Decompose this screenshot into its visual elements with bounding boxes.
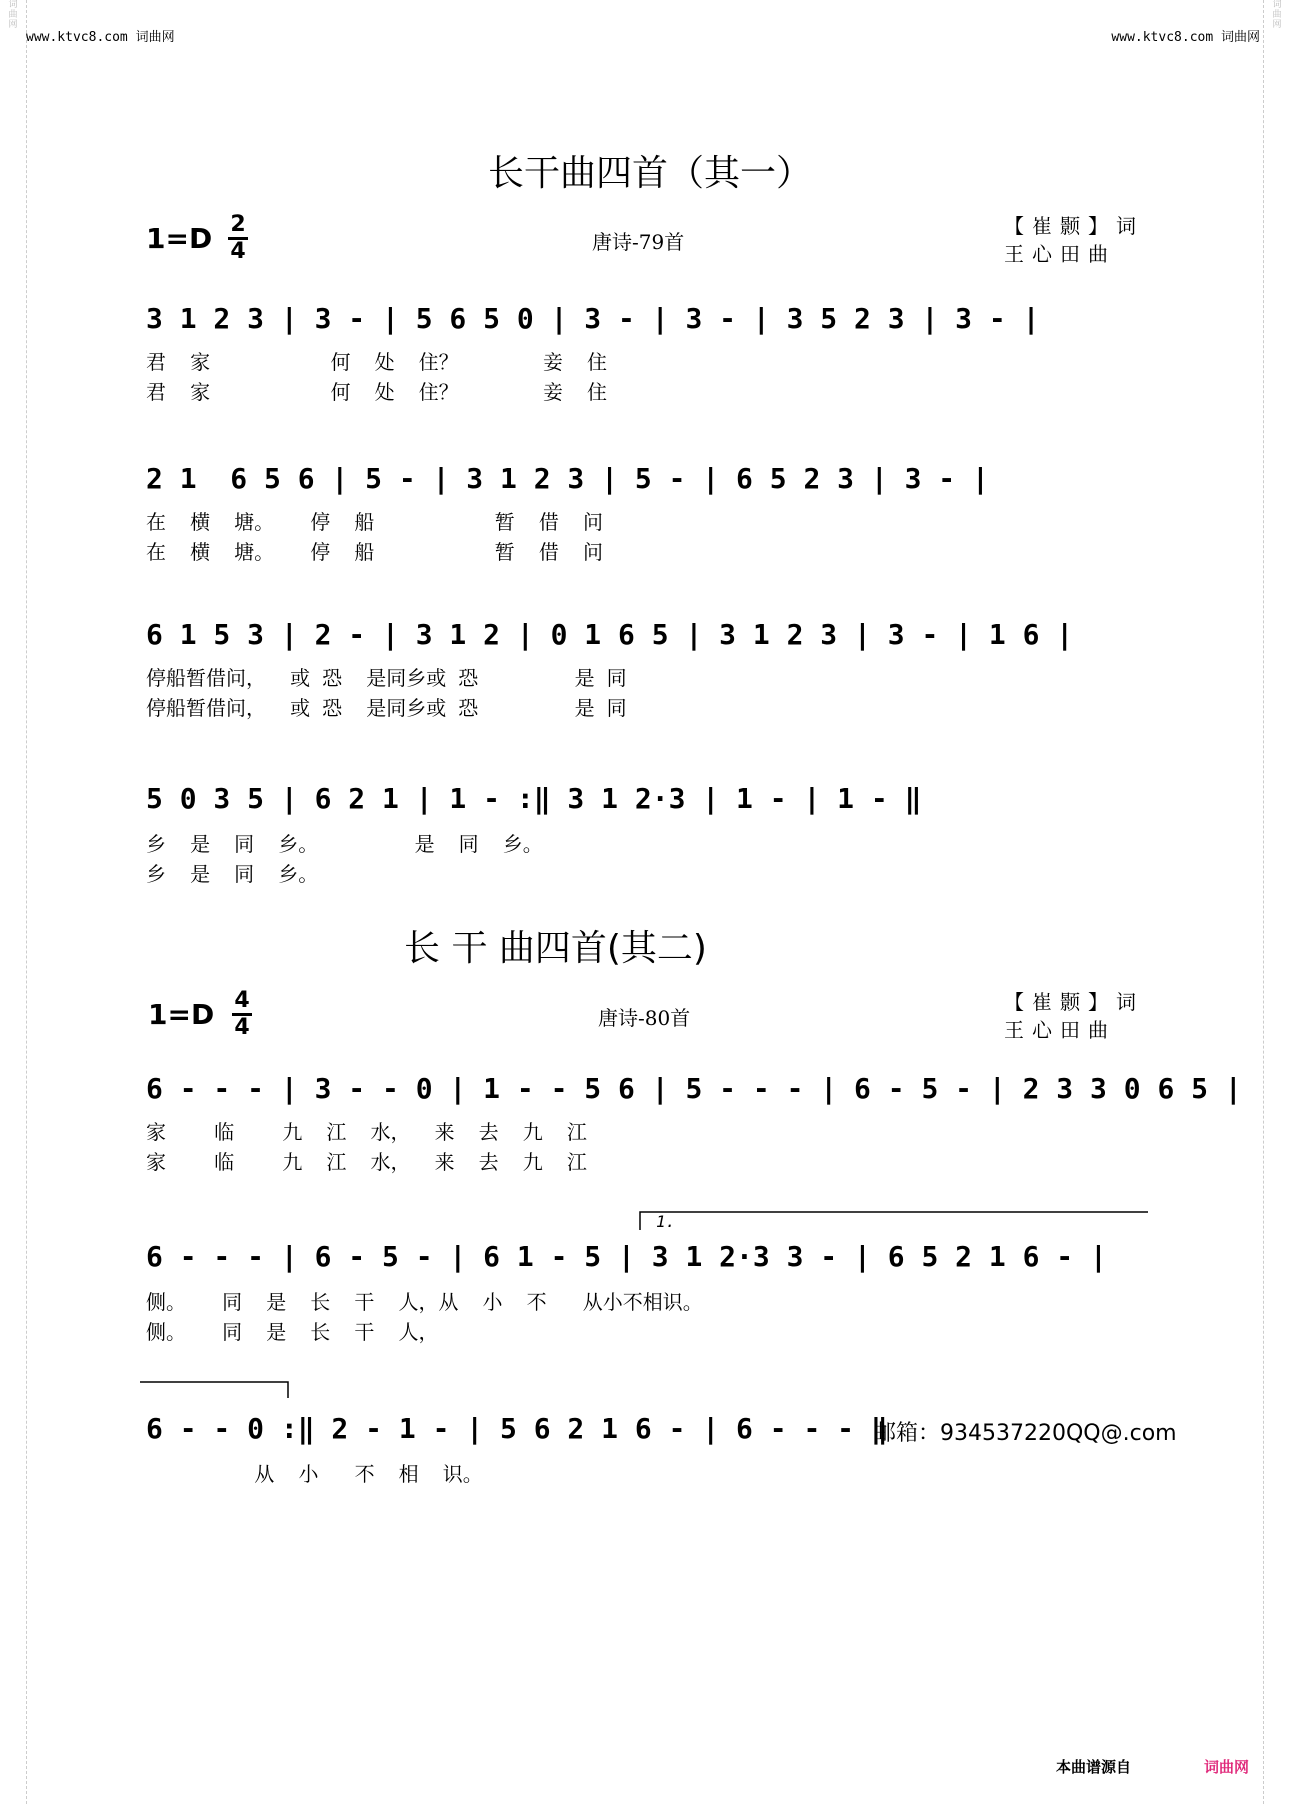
song1-subtitle: 唐诗-79首 — [592, 230, 685, 254]
song1-row2-lyric1: 在 横 塘。 停 船 暂 借 问 — [146, 510, 603, 534]
volta-label: 1. — [656, 1212, 676, 1231]
song1-row4-notes: 5 0 3 5 | 6 2 1 | 1 - :‖ 3 1 2·3 | 1 - | 1 - ‖ — [146, 782, 922, 815]
song1-key: 1=D — [146, 222, 213, 255]
song2-lyricist: 【崔颢】词 — [1004, 990, 1144, 1014]
song2-row1-notes: 6 - - - | 3 - - 0 | 1 - - 5 6 | 5 - - - | 6 - 5 - | 2 3 3 0 6 5 | — [146, 1072, 1242, 1105]
song2-row2-notes: 6 - - - | 6 - 5 - | 6 1 - 5 | 3 1 2·3 3 - | 6 5 2 1 6 - | — [146, 1240, 1107, 1273]
song1-time-signature: 2 4 — [228, 214, 248, 263]
song1-row3-notes: 6 1 5 3 | 2 - | 3 1 2 | 0 1 6 5 | 3 1 2 3 | 3 - | 1 6 | — [146, 618, 1074, 651]
song1-row4-lyric1: 乡 是 同 乡。 是 同 乡。 — [146, 832, 543, 856]
email-text: 邮箱：934537220QQ@.com — [874, 1421, 1177, 1446]
song1-row2-lyric2: 在 横 塘。 停 船 暂 借 问 — [146, 540, 603, 564]
song1-row3-lyric2: 停船暂借问， 或 恐 是同乡或 恐 是 同 — [146, 696, 627, 720]
header-right: www.ktvc8.com 词曲网 — [1111, 30, 1260, 45]
song2-key: 1=D — [148, 998, 215, 1031]
song2-row2-lyric2: 侧。 同 是 长 干 人， — [146, 1320, 439, 1344]
footer-brand: 词曲网 — [1204, 1758, 1250, 1776]
song2-row3-notes: 6 - - 0 :‖ 2 - 1 - | 5 6 2 1 6 - | 6 - - - ‖ — [146, 1412, 888, 1445]
song2-time-signature: 4 4 — [232, 990, 252, 1039]
song1-title: 长干曲四首（其一） — [488, 153, 813, 194]
footer-source: 本曲谱源自 — [1056, 1758, 1132, 1776]
song1-row2-notes: 2 1 6 5 6 | 5 - | 3 1 2 3 | 5 - | 6 5 2 3 | 3 - | — [146, 462, 989, 495]
song1-composer: 王心田曲 — [1004, 242, 1116, 266]
song1-row1-notes: 3 1 2 3 | 3 - | 5 6 5 0 | 3 - | 3 - | 3 5 2 3 | 3 - | — [146, 302, 1040, 335]
song2-subtitle: 唐诗-80首 — [598, 1006, 691, 1030]
side-watermark-left: 词 曲 网 — [0, 0, 27, 1804]
song1-row1-lyric2: 君 家 何 处 住？ 妾 住 — [146, 380, 608, 404]
song1-lyricist: 【崔颢】词 — [1004, 214, 1144, 238]
song2-title: 长 干 曲四首(其二) — [404, 928, 707, 969]
song1-row1-lyric1: 君 家 何 处 住？ 妾 住 — [146, 350, 608, 374]
song2-row1-lyric1: 家 临 九 江 水， 来 去 九 江 — [146, 1120, 587, 1144]
side-watermark-right: 词 曲 网 — [1263, 0, 1290, 1804]
song2-row3-lyric1: 从 小 不 相 识。 — [146, 1462, 483, 1486]
song2-composer: 王心田曲 — [1004, 1018, 1116, 1042]
header-left: www.ktvc8.com 词曲网 — [26, 30, 175, 45]
song2-row1-lyric2: 家 临 九 江 水， 来 去 九 江 — [146, 1150, 587, 1174]
song1-row4-lyric2: 乡 是 同 乡。 — [146, 862, 319, 886]
song1-row3-lyric1: 停船暂借问， 或 恐 是同乡或 恐 是 同 — [146, 666, 627, 690]
song2-row2-lyric1: 侧。 同 是 长 干 人，从 小 不 从小不相识。 — [146, 1290, 703, 1314]
